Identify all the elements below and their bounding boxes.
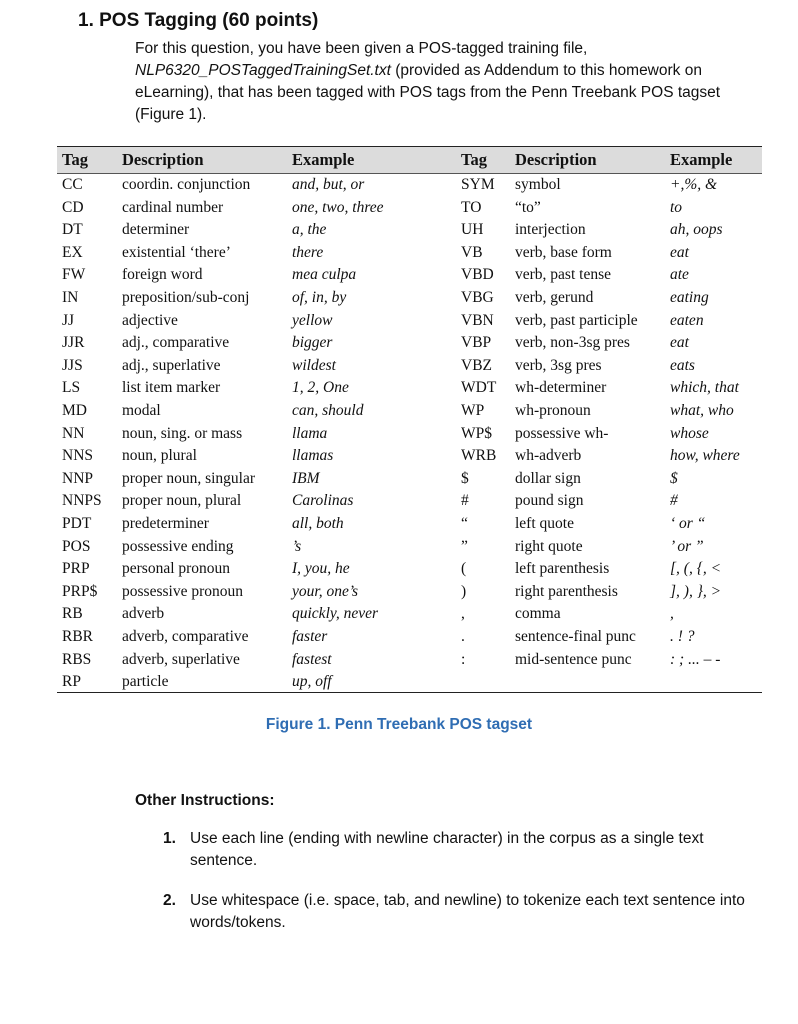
table-row xyxy=(57,604,762,627)
tag-cell: LS xyxy=(62,379,81,397)
description-cell: mid-sentence punc xyxy=(515,650,632,668)
table-header-row xyxy=(57,147,762,174)
example-cell: 1, 2, One xyxy=(292,379,349,397)
example-cell: up, off xyxy=(292,673,332,691)
description-cell: verb, past tense xyxy=(515,266,611,284)
description-cell: right parenthesis xyxy=(515,582,618,600)
tag-cell: MD xyxy=(62,402,87,419)
example-cell: $ xyxy=(670,469,678,487)
tag-cell: VBG xyxy=(461,289,494,306)
description-cell: noun, sing. or mass xyxy=(122,424,243,442)
example-cell: , xyxy=(670,605,674,623)
table-row xyxy=(57,424,762,447)
tag-cell: WDT xyxy=(461,379,497,397)
description-cell: possessive ending xyxy=(122,537,234,555)
example-cell: a, the xyxy=(292,221,327,239)
example-cell: mea culpa xyxy=(292,266,357,284)
tag-cell: FW xyxy=(62,266,86,284)
table-row xyxy=(57,559,762,582)
instruction-number: 1. xyxy=(163,830,176,847)
description-cell: verb, base form xyxy=(515,243,612,261)
description-cell: dollar sign xyxy=(515,469,581,487)
tag-cell: ” xyxy=(461,537,468,555)
instruction-item xyxy=(163,828,753,872)
table-row xyxy=(57,243,762,266)
tag-cell: NNPS xyxy=(62,492,102,510)
description-cell: foreign word xyxy=(122,266,203,284)
example-cell: ’s xyxy=(292,537,302,555)
example-cell: eats xyxy=(670,356,695,374)
description-cell: symbol xyxy=(515,176,561,193)
tag-cell: VBZ xyxy=(461,356,492,374)
table-row xyxy=(57,446,762,469)
description-cell: wh-determiner xyxy=(515,379,607,397)
example-cell: yellow xyxy=(292,311,333,329)
example-cell: IBM xyxy=(292,469,320,487)
question-title: 1. POS Tagging (60 points) xyxy=(78,10,319,31)
description-cell: predeterminer xyxy=(122,515,209,532)
table-row xyxy=(57,288,762,311)
tag-cell: EX xyxy=(62,243,83,261)
table-row xyxy=(57,378,762,401)
example-cell: . ! ? xyxy=(670,628,695,645)
description-cell: verb, 3sg pres xyxy=(515,356,602,374)
example-cell: llama xyxy=(292,424,328,442)
tag-cell: RBR xyxy=(62,628,94,645)
table-row xyxy=(57,514,762,537)
tag-cell: SYM xyxy=(461,176,495,193)
description-cell: existential ‘there’ xyxy=(122,243,231,261)
example-cell: your, one’s xyxy=(292,582,359,600)
description-cell: interjection xyxy=(515,221,586,239)
description-cell: adjective xyxy=(122,311,178,329)
description-cell: sentence-final punc xyxy=(515,628,636,645)
example-cell: +,%, & xyxy=(670,176,718,193)
description-cell: verb, non-3sg pres xyxy=(515,334,630,352)
example-cell: faster xyxy=(292,628,328,645)
header-tag-left: Tag xyxy=(62,150,88,169)
description-cell: adverb, superlative xyxy=(122,650,240,668)
tag-cell: VBD xyxy=(461,266,494,284)
description-cell: pound sign xyxy=(515,492,584,510)
description-cell: comma xyxy=(515,605,561,623)
description-cell: determiner xyxy=(122,221,190,239)
tag-cell: ) xyxy=(461,582,467,600)
table-row xyxy=(57,469,762,492)
table-row xyxy=(57,672,762,695)
tag-cell: VBN xyxy=(461,311,494,329)
description-cell: cardinal number xyxy=(122,198,224,216)
tag-cell: VB xyxy=(461,243,483,261)
table-row xyxy=(57,333,762,356)
example-cell: : ; ... – - xyxy=(670,650,721,668)
table-row xyxy=(57,265,762,288)
question-intro xyxy=(135,38,765,126)
example-cell: one, two, three xyxy=(292,198,384,216)
description-cell: noun, plural xyxy=(122,447,197,465)
tag-cell: JJ xyxy=(62,311,75,329)
tag-cell: IN xyxy=(62,289,79,306)
description-cell: personal pronoun xyxy=(122,560,231,578)
header-description-right: Description xyxy=(515,150,597,169)
example-cell: what, who xyxy=(670,402,734,419)
description-cell: verb, past participle xyxy=(515,311,638,329)
tag-cell: VBP xyxy=(461,334,492,352)
tag-cell: TO xyxy=(461,198,482,216)
table-row xyxy=(57,356,762,379)
other-instructions-heading: Other Instructions: xyxy=(135,792,275,809)
table-row xyxy=(57,650,762,673)
table-row xyxy=(57,401,762,424)
training-filename: NLP6320_POSTaggedTrainingSet.txt xyxy=(135,62,391,79)
tag-cell: PDT xyxy=(62,515,92,532)
tag-cell: , xyxy=(461,605,465,623)
header-example-left: Example xyxy=(292,150,355,169)
tag-cell: JJR xyxy=(62,334,85,352)
example-cell: of, in, by xyxy=(292,289,347,306)
example-cell: wildest xyxy=(292,356,336,374)
example-cell: which, that xyxy=(670,379,739,397)
example-cell: how, where xyxy=(670,447,740,465)
table-row xyxy=(57,582,762,605)
example-cell: Carolinas xyxy=(292,492,354,510)
pos-tagset-table xyxy=(57,146,762,693)
tag-cell: POS xyxy=(62,537,91,555)
description-cell: left quote xyxy=(515,515,574,532)
example-cell: to xyxy=(670,198,683,216)
description-cell: “to” xyxy=(515,198,541,216)
example-cell: and, but, or xyxy=(292,176,365,193)
tag-cell: ( xyxy=(461,560,467,578)
table-row xyxy=(57,175,762,198)
description-cell: coordin. conjunction xyxy=(122,176,251,193)
description-cell: adj., comparative xyxy=(122,334,230,352)
tag-cell: DT xyxy=(62,221,83,239)
description-cell: wh-pronoun xyxy=(515,402,591,419)
description-cell: particle xyxy=(122,673,169,691)
figure-caption: Figure 1. Penn Treebank POS tagset xyxy=(265,716,533,733)
tag-cell: $ xyxy=(461,469,469,487)
tag-cell: WP$ xyxy=(461,424,492,442)
tag-cell: PRP xyxy=(62,560,90,578)
tag-cell: “ xyxy=(461,515,468,532)
description-cell: adverb xyxy=(122,605,165,623)
example-cell: eaten xyxy=(670,311,704,329)
instruction-number: 2. xyxy=(163,892,176,909)
tag-cell: UH xyxy=(461,221,484,239)
description-cell: adverb, comparative xyxy=(122,628,249,645)
tag-cell: NNP xyxy=(62,469,94,487)
example-cell: ‘ or “ xyxy=(670,515,706,532)
table-row xyxy=(57,198,762,221)
description-cell: right quote xyxy=(515,537,583,555)
example-cell: eat xyxy=(670,243,689,261)
example-cell: I, you, he xyxy=(292,560,350,578)
tag-cell: # xyxy=(461,492,469,510)
description-cell: wh-adverb xyxy=(515,447,582,465)
example-cell: ate xyxy=(670,266,689,284)
description-cell: possessive pronoun xyxy=(122,582,243,600)
description-cell: list item marker xyxy=(122,379,221,397)
description-cell: possessive wh- xyxy=(515,424,609,442)
intro-text-before: For this question, you have been given a POS-tagged training file, xyxy=(135,40,588,57)
tag-cell: CC xyxy=(62,176,83,193)
example-cell: llamas xyxy=(292,447,334,465)
tag-cell: JJS xyxy=(62,356,83,374)
intro-text-after: (provided as Addendum to this homework on eLearning), that has been tagged with POS tags from the Penn Treebank POS tagset (Figure 1). xyxy=(135,62,721,123)
description-cell: modal xyxy=(122,402,161,419)
instruction-item xyxy=(163,890,753,934)
tag-cell: . xyxy=(461,628,465,645)
tag-cell: RP xyxy=(62,673,81,691)
tag-cell: NN xyxy=(62,424,85,442)
example-cell: # xyxy=(670,492,678,510)
example-cell: there xyxy=(292,243,324,261)
description-cell: preposition/sub-conj xyxy=(122,289,250,306)
tag-cell: WP xyxy=(461,402,485,419)
tag-cell: PRP$ xyxy=(62,582,98,600)
table-row xyxy=(57,220,762,243)
example-cell: bigger xyxy=(292,334,333,352)
example-cell: [, (, {, < xyxy=(670,560,722,578)
header-description-left: Description xyxy=(122,150,204,169)
example-cell: quickly, never xyxy=(292,605,379,623)
header-tag-right: Tag xyxy=(461,150,487,169)
tag-cell: CD xyxy=(62,198,84,216)
tag-cell: NNS xyxy=(62,447,94,465)
example-cell: eat xyxy=(670,334,689,352)
instruction-text: Use whitespace (i.e. space, tab, and newline) to tokenize each text sentence into words/tokens. xyxy=(190,892,745,931)
example-cell: ’ or ” xyxy=(670,537,704,555)
description-cell: proper noun, plural xyxy=(122,492,242,510)
example-cell: whose xyxy=(670,424,709,442)
example-cell: all, both xyxy=(292,515,344,532)
description-cell: proper noun, singular xyxy=(122,469,256,487)
description-cell: verb, gerund xyxy=(515,289,594,306)
description-cell: left parenthesis xyxy=(515,560,610,578)
header-example-right: Example xyxy=(670,150,733,169)
tag-cell: RBS xyxy=(62,650,92,668)
table-row xyxy=(57,311,762,334)
table-row xyxy=(57,491,762,514)
example-cell: eating xyxy=(670,289,709,306)
table-row xyxy=(57,627,762,650)
tag-cell: RB xyxy=(62,605,83,623)
example-cell: ], ), }, > xyxy=(670,582,722,600)
tag-cell: WRB xyxy=(461,447,497,465)
instruction-text: Use each line (ending with newline character) in the corpus as a single text sentence. xyxy=(190,830,704,869)
example-cell: fastest xyxy=(292,650,332,668)
example-cell: ah, oops xyxy=(670,221,723,239)
tag-cell: : xyxy=(461,650,466,668)
example-cell: can, should xyxy=(292,402,364,419)
table-row xyxy=(57,537,762,560)
description-cell: adj., superlative xyxy=(122,356,221,374)
